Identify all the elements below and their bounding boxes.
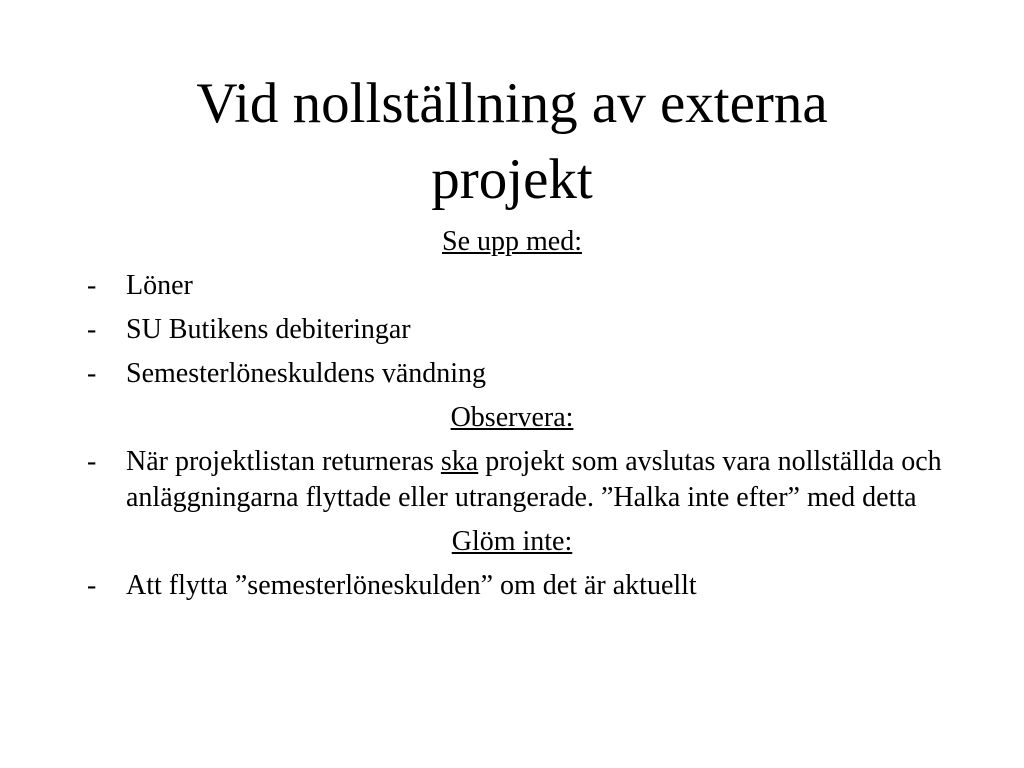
bullet-marker: - [87,358,97,389]
list-item-text: Att flytta ”semesterlöneskulden” om det är aktuellt [126,570,697,601]
list-item-text [126,446,942,513]
list-item-text-part: projekt som avslutas vara nollställda och anläggningarna flyttade eller utrangerade. ”Halka inte efter” med detta [126,446,942,513]
list-item [85,568,945,604]
section-heading-observera: Observera: [450,402,574,433]
list-item [85,356,945,392]
list-item [85,312,945,348]
slide-body [85,224,945,612]
list-item-text: SU Butikens debiteringar [126,314,411,345]
bullet-marker: - [87,270,97,301]
list-item-text: Löner [126,270,193,301]
list-item [85,268,945,304]
bullet-marker: - [87,446,97,477]
slide-title [100,66,924,218]
emphasis-ska: ska [440,446,479,477]
bullet-marker: - [87,314,97,345]
section-heading-se-upp-med: Se upp med: [442,226,582,257]
list-item-text: Semesterlöneskuldens vändning [126,358,487,389]
title-line-1: Vid nollställning av externa [196,72,828,135]
section-heading-glom-inte: Glöm inte: [451,526,573,557]
bullet-marker: - [87,570,97,601]
list-item-text-part: När projektlistan returneras [126,446,441,477]
title-line-2: projekt [431,148,593,211]
list-item [85,444,945,516]
